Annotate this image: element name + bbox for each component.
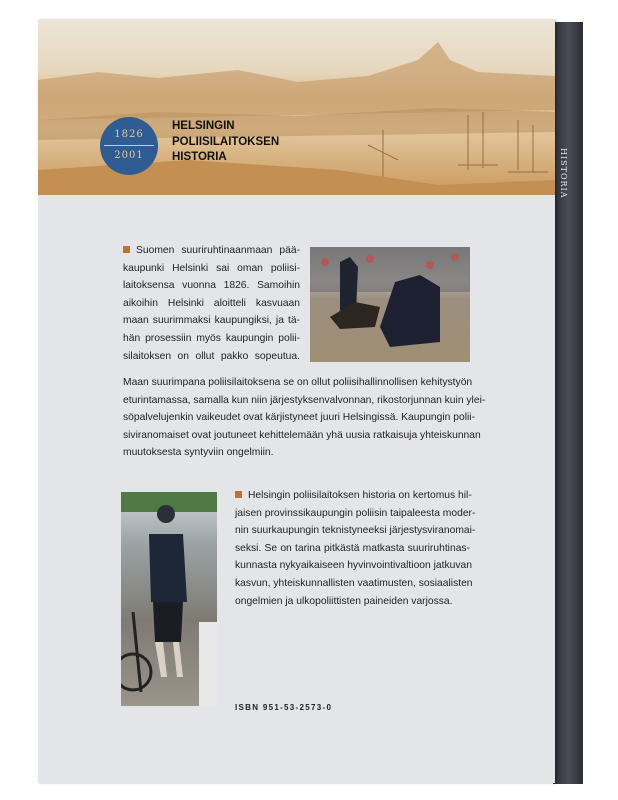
bullet-square-icon <box>123 246 130 253</box>
text-line: ongelmien ja ulkopoliittisten paineiden varjossa. <box>235 595 453 607</box>
text-line: seksi. Se on tarina pitkästä matkasta suuriruhtinas- <box>235 542 470 554</box>
text-line: silaitoksen on ollut pakko sopeutua. <box>123 350 300 362</box>
back-cover <box>38 20 555 783</box>
text-line: laitoksensa vuonna 1826. Samoihin <box>123 280 300 292</box>
text-line: maan suurimmaksi kaupungiksi, ja tä- <box>123 315 300 327</box>
text-line: aikoihin Helsinki aloitteli kasvuaan <box>123 297 300 309</box>
text-line <box>235 487 470 505</box>
text-line: kaupunki Helsinki sai oman poliisi- <box>123 262 300 274</box>
text-line-content: Helsingin poliisilaitoksen historia on kertomus hil- <box>248 490 472 501</box>
book-spine <box>553 22 583 784</box>
text-line: kunnasta nykyaikaiseen hyvinvointivaltioon jatkuvan <box>235 560 472 572</box>
bullet-square-icon <box>235 491 242 498</box>
end-year: 2001 <box>114 150 144 161</box>
text-line: söpalvelujenkin vaikeudet ovat kärjistyneet juuri Helsingissä. Kaupungin polii- <box>123 412 476 424</box>
text-line <box>123 242 300 260</box>
title-line: POLIISILAITOKSEN <box>172 135 280 148</box>
text-line: Maan suurimpana poliisilaitoksena se on ollut poliisihallinnollisen kehitystyön <box>123 377 473 388</box>
spine-title: HISTORIA <box>559 148 568 199</box>
start-year: 1826 <box>114 129 144 140</box>
text-line: jaisen provinssikaupungin poliisin taipaleesta moder- <box>235 507 476 519</box>
title-line: HELSINGIN <box>172 120 235 132</box>
intro-continuation-paragraph <box>123 374 486 462</box>
text-line: nin suurkaupungin teknistyneeksi järjestysviranomai- <box>235 525 476 537</box>
text-line: muutoksesta syntyviin ongelmiin. <box>123 447 274 459</box>
text-line: eturintamassa, samalla kun niin järjestyksenvalvonnan, rikostorjunnan kuin ylei- <box>123 394 486 406</box>
text-line-content: Suomen suuriruhtinaanmaan pää- <box>136 245 300 256</box>
title-line: HISTORIA <box>172 151 227 163</box>
book-title <box>172 119 279 166</box>
intro-paragraph <box>123 242 300 365</box>
isbn: ISBN 951-53-2573-0 <box>235 703 333 712</box>
text-line: kasvun, yhteiskunnallisten vaatimusten, sosiaalisten <box>235 577 473 589</box>
text-line: hän prosessiin myös kaupungin polii- <box>123 332 300 344</box>
harbor-illustration-banner <box>38 20 555 195</box>
police-dog-photo <box>310 247 470 362</box>
history-paragraph <box>235 487 476 610</box>
bicycle-police-officer-photo <box>121 492 217 706</box>
year-seal <box>100 117 158 175</box>
text-line: siviranomaiset ovat joutuneet kehittelemään yhä uusia ratkaisuja yhteiskunnan <box>123 429 481 441</box>
